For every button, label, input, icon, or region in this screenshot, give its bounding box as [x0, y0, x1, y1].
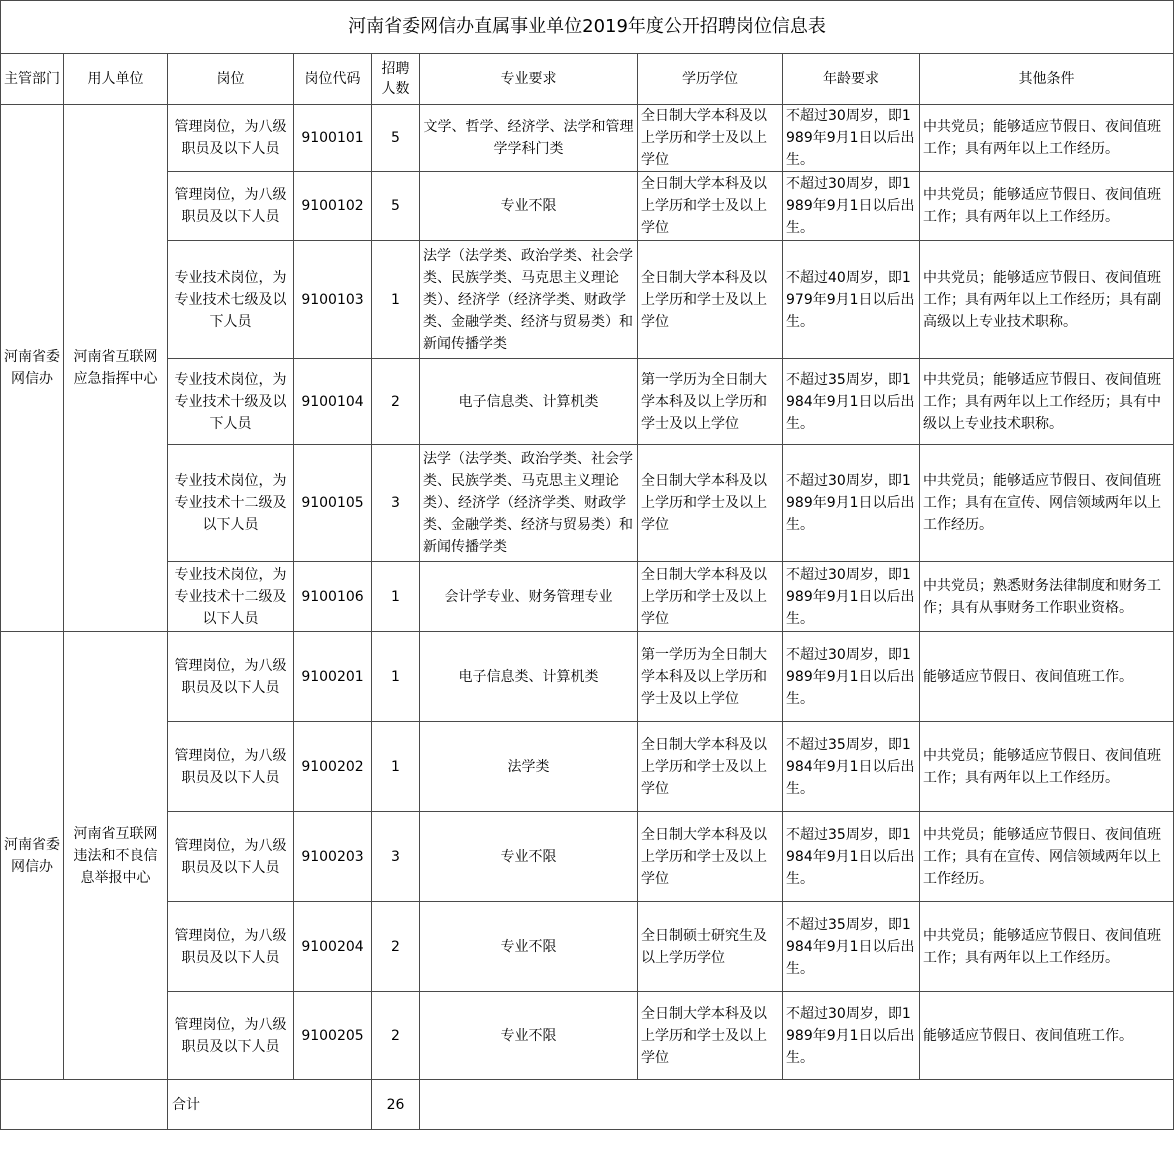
position-cell: 管理岗位，为八级职员及以下人员: [168, 812, 294, 902]
other-cell: 中共党员；能够适应节假日、夜间值班工作；具有两年以上工作经历。: [920, 172, 1174, 241]
total-label: 合计: [168, 1080, 372, 1130]
header-degree: 学历学位: [638, 54, 783, 105]
table-row: [1, 105, 1174, 172]
count-cell: 1: [372, 241, 420, 359]
total-row: [1, 1080, 1174, 1130]
code-cell: 9100106: [294, 562, 372, 632]
degree-cell: 全日制大学本科及以上学历和学士及以上学位: [638, 172, 783, 241]
age-cell: 不超过30周岁，即1989年9月1日以后出生。: [783, 562, 920, 632]
degree-cell: 全日制大学本科及以上学历和学士及以上学位: [638, 105, 783, 172]
age-cell: 不超过30周岁，即1989年9月1日以后出生。: [783, 445, 920, 562]
count-cell: 5: [372, 172, 420, 241]
degree-cell: 全日制大学本科及以上学历和学士及以上学位: [638, 241, 783, 359]
total-blank: [420, 1080, 1174, 1130]
unit-cell: 河南省互联网应急指挥中心: [64, 105, 168, 632]
degree-cell: 全日制硕士研究生及以上学历学位: [638, 902, 783, 992]
code-cell: 9100204: [294, 902, 372, 992]
table-title: 河南省委网信办直属事业单位2019年度公开招聘岗位信息表: [1, 1, 1174, 54]
count-cell: 3: [372, 812, 420, 902]
header-age: 年龄要求: [783, 54, 920, 105]
header-count: 招聘人数: [372, 54, 420, 105]
age-cell: 不超过35周岁，即1984年9月1日以后出生。: [783, 359, 920, 445]
count-cell: 5: [372, 105, 420, 172]
age-cell: 不超过30周岁，即1989年9月1日以后出生。: [783, 992, 920, 1080]
header-position: 岗位: [168, 54, 294, 105]
table-row: [1, 445, 1174, 562]
other-cell: 中共党员；能够适应节假日、夜间值班工作；具有在宣传、网信领域两年以上工作经历。: [920, 812, 1174, 902]
major-cell: 文学、哲学、经济学、法学和管理学学科门类: [420, 105, 638, 172]
age-cell: 不超过30周岁，即1989年9月1日以后出生。: [783, 105, 920, 172]
table-row: [1, 241, 1174, 359]
degree-cell: 全日制大学本科及以上学历和学士及以上学位: [638, 722, 783, 812]
degree-cell: 第一学历为全日制大学本科及以上学历和学士及以上学位: [638, 359, 783, 445]
count-cell: 2: [372, 992, 420, 1080]
code-cell: 9100105: [294, 445, 372, 562]
dept-cell: 河南省委网信办: [1, 105, 64, 632]
position-cell: 专业技术岗位，为专业技术十二级及以下人员: [168, 562, 294, 632]
major-cell: 法学（法学类、政治学类、社会学类、民族学类、马克思主义理论类）、经济学（经济学类、财政学类、金融学类、经济与贸易类）和新闻传播学类: [420, 445, 638, 562]
count-cell: 2: [372, 902, 420, 992]
code-cell: 9100202: [294, 722, 372, 812]
header-code: 岗位代码: [294, 54, 372, 105]
major-cell: 专业不限: [420, 902, 638, 992]
other-cell: 中共党员；能够适应节假日、夜间值班工作；具有两年以上工作经历；具有中级以上专业技术职称。: [920, 359, 1174, 445]
age-cell: 不超过30周岁，即1989年9月1日以后出生。: [783, 172, 920, 241]
degree-cell: 第一学历为全日制大学本科及以上学历和学士及以上学位: [638, 632, 783, 722]
position-cell: 管理岗位，为八级职员及以下人员: [168, 632, 294, 722]
header-row: [1, 54, 1174, 105]
age-cell: 不超过35周岁，即1984年9月1日以后出生。: [783, 812, 920, 902]
other-cell: 中共党员；能够适应节假日、夜间值班工作；具有两年以上工作经历。: [920, 105, 1174, 172]
other-cell: 中共党员；能够适应节假日、夜间值班工作；具有两年以上工作经历。: [920, 722, 1174, 812]
other-cell: 中共党员；能够适应节假日、夜间值班工作；具有两年以上工作经历；具有副高级以上专业技术职称。: [920, 241, 1174, 359]
header-major: 专业要求: [420, 54, 638, 105]
total-count: 26: [372, 1080, 420, 1130]
code-cell: 9100101: [294, 105, 372, 172]
position-cell: 管理岗位，为八级职员及以下人员: [168, 172, 294, 241]
major-cell: 专业不限: [420, 992, 638, 1080]
code-cell: 9100203: [294, 812, 372, 902]
age-cell: 不超过30周岁，即1989年9月1日以后出生。: [783, 632, 920, 722]
count-cell: 1: [372, 632, 420, 722]
degree-cell: 全日制大学本科及以上学历和学士及以上学位: [638, 562, 783, 632]
other-cell: 中共党员；熟悉财务法律制度和财务工作；具有从事财务工作职业资格。: [920, 562, 1174, 632]
position-cell: 管理岗位，为八级职员及以下人员: [168, 992, 294, 1080]
age-cell: 不超过40周岁，即1979年9月1日以后出生。: [783, 241, 920, 359]
code-cell: 9100104: [294, 359, 372, 445]
other-cell: 能够适应节假日、夜间值班工作。: [920, 992, 1174, 1080]
position-cell: 专业技术岗位，为专业技术十二级及以下人员: [168, 445, 294, 562]
degree-cell: 全日制大学本科及以上学历和学士及以上学位: [638, 992, 783, 1080]
count-cell: 1: [372, 562, 420, 632]
degree-cell: 全日制大学本科及以上学历和学士及以上学位: [638, 812, 783, 902]
position-cell: 专业技术岗位，为专业技术七级及以下人员: [168, 241, 294, 359]
code-cell: 9100201: [294, 632, 372, 722]
code-cell: 9100103: [294, 241, 372, 359]
code-cell: 9100205: [294, 992, 372, 1080]
table-row: [1, 902, 1174, 992]
age-cell: 不超过35周岁，即1984年9月1日以后出生。: [783, 902, 920, 992]
table-row: [1, 992, 1174, 1080]
header-other: 其他条件: [920, 54, 1174, 105]
count-cell: 3: [372, 445, 420, 562]
age-cell: 不超过35周岁，即1984年9月1日以后出生。: [783, 722, 920, 812]
major-cell: 法学类: [420, 722, 638, 812]
code-cell: 9100102: [294, 172, 372, 241]
header-unit: 用人单位: [64, 54, 168, 105]
position-cell: 专业技术岗位，为专业技术十级及以下人员: [168, 359, 294, 445]
total-spacer: [1, 1080, 168, 1130]
major-cell: 专业不限: [420, 172, 638, 241]
major-cell: 会计学专业、财务管理专业: [420, 562, 638, 632]
table-row: [1, 722, 1174, 812]
position-cell: 管理岗位，为八级职员及以下人员: [168, 902, 294, 992]
table-row: [1, 562, 1174, 632]
table-row: [1, 632, 1174, 722]
position-cell: 管理岗位，为八级职员及以下人员: [168, 105, 294, 172]
dept-cell: 河南省委网信办: [1, 632, 64, 1080]
other-cell: 中共党员；能够适应节假日、夜间值班工作；具有两年以上工作经历。: [920, 902, 1174, 992]
other-cell: 能够适应节假日、夜间值班工作。: [920, 632, 1174, 722]
header-dept: 主管部门: [1, 54, 64, 105]
table-row: [1, 812, 1174, 902]
table-row: [1, 172, 1174, 241]
count-cell: 1: [372, 722, 420, 812]
count-cell: 2: [372, 359, 420, 445]
table-row: [1, 359, 1174, 445]
major-cell: 电子信息类、计算机类: [420, 632, 638, 722]
major-cell: 专业不限: [420, 812, 638, 902]
unit-cell: 河南省互联网违法和不良信息举报中心: [64, 632, 168, 1080]
other-cell: 中共党员；能够适应节假日、夜间值班工作；具有在宣传、网信领域两年以上工作经历。: [920, 445, 1174, 562]
major-cell: 法学（法学类、政治学类、社会学类、民族学类、马克思主义理论类）、经济学（经济学类、财政学类、金融学类、经济与贸易类）和新闻传播学类: [420, 241, 638, 359]
position-cell: 管理岗位，为八级职员及以下人员: [168, 722, 294, 812]
major-cell: 电子信息类、计算机类: [420, 359, 638, 445]
degree-cell: 全日制大学本科及以上学历和学士及以上学位: [638, 445, 783, 562]
